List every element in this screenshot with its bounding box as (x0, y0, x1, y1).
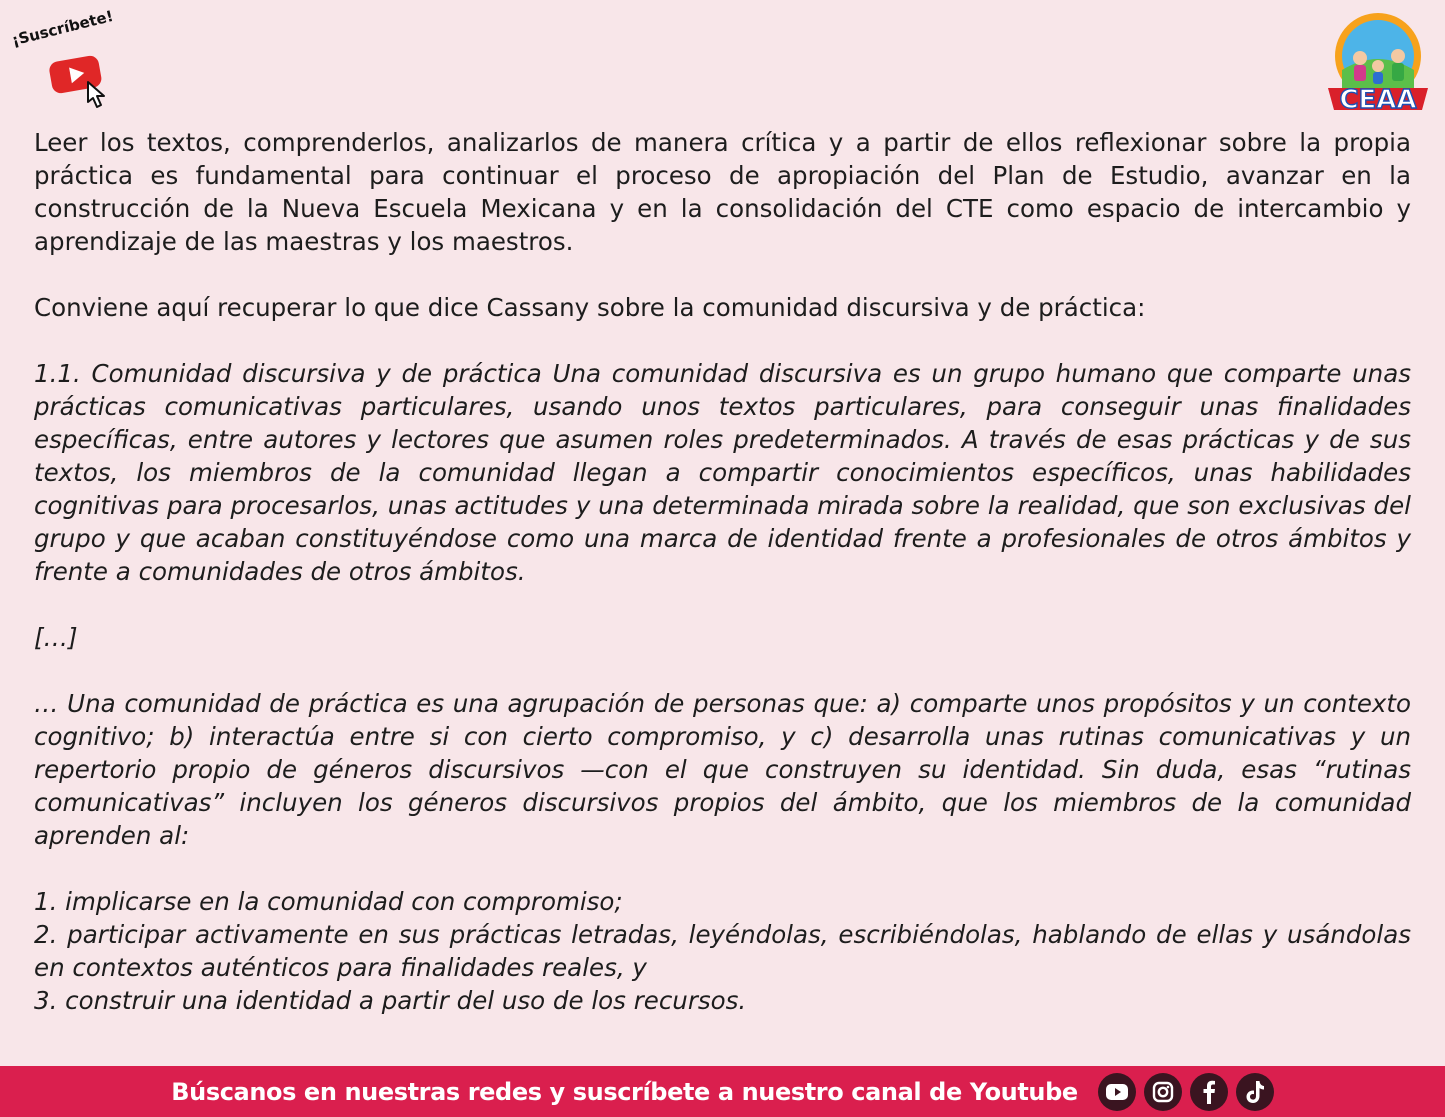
learning-list (34, 885, 1411, 1017)
document-body (34, 126, 1411, 1017)
footer-text: Búscanos en nuestras redes y suscríbete a nuestro canal de Youtube (171, 1077, 1078, 1106)
footer-bar (0, 1066, 1445, 1117)
cassany-intro: Conviene aquí recuperar lo que dice Cassany sobre la comunidad discursiva y de práctica: (34, 293, 1146, 322)
ceaa-logo-graphic (1322, 8, 1434, 112)
quote-practice-community: … Una comunidad de práctica es una agrupación de personas que: a) comparte unos propósitos y un contexto cognitivo; b) interactúa entre si con cierto compromiso, y c) desarrolla unas rutinas comunicativas y un repertorio propio de géneros discursivos —con el que construyen su identidad. Sin duda, esas “rutinas comunicativas” incluyen los géneros discursivos propios del ámbito, que los miembros de la comunidad aprenden al: (34, 689, 1411, 850)
list-item: 3. construir una identidad a partir del uso de los recursos. (34, 986, 747, 1015)
quote-discursive-community: 1.1. Comunidad discursiva y de práctica Una comunidad discursiva es un grupo humano que comparte unas prácticas comunicativas particulares, usando unos textos particulares, para conseguir unas finalidades específicas, entre autores y lectores que asumen roles predeterminados. A través de esas prácticas y de sus textos, los miembros de la comunidad llegan a compartir conocimientos específicos, unas habilidades cognitivas para procesarlos, unas actitudes y una determinada mirada sobre la realidad, que son exclusivas del grupo y que acaban constituyéndose como una marca de identidad frente a profesionales de otros ámbitos y frente a comunidades de otros ámbitos. (34, 359, 1411, 586)
quote-ellipsis: […] (34, 623, 78, 652)
intro-paragraph: Leer los textos, comprenderlos, analizarlos de manera crítica y a partir de ellos reflexionar sobre la propia práctica es fundamental para continuar el proceso de apropiación del Plan de Estudio, avanzar en la construcción de la Nueva Escuela Mexicana y en la consolidación del CTE como espacio de intercambio y aprendizaje de las maestras y los maestros. (34, 128, 1411, 256)
tiktok-icon[interactable] (1236, 1073, 1274, 1111)
subscribe-label: ¡Suscríbete! (10, 6, 116, 50)
list-item: 1. implicarse en la comunidad con compromiso; (34, 887, 623, 916)
subscribe-badge[interactable] (8, 6, 128, 98)
list-item: 2. participar activamente en sus prácticas letradas, leyéndolas, escribiéndolas, hablando de ellas y usándolas en contextos auténticos para finalidades reales, y (34, 920, 1411, 982)
instagram-icon[interactable] (1144, 1073, 1182, 1111)
youtube-icon[interactable] (1098, 1073, 1136, 1111)
youtube-play-icon (48, 52, 126, 114)
ceaa-logo (1322, 8, 1434, 112)
logo-text: CEAA (1339, 85, 1417, 112)
facebook-icon[interactable] (1190, 1073, 1228, 1111)
